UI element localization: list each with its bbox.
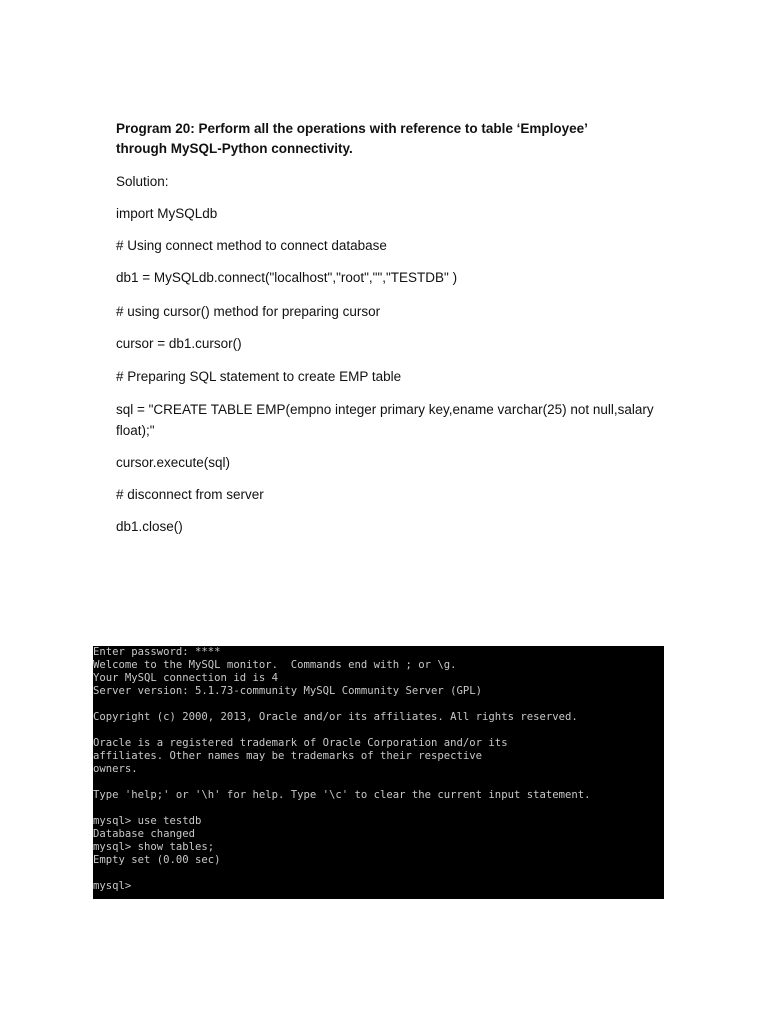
console-line: Oracle is a registered trademark of Oracle Corporation and/or its — [93, 737, 508, 749]
code-line-connect: db1 = MySQLdb.connect("localhost","root","","TESTDB" ) — [116, 270, 458, 285]
console-line: mysql> show tables; — [93, 841, 215, 853]
console-line: Database changed — [93, 828, 196, 840]
code-line-close: db1.close() — [116, 519, 183, 534]
console-line: affiliates. Other names may be trademarks of their respective — [93, 750, 483, 762]
code-line-import: import MySQLdb — [116, 206, 218, 221]
console-line: Your MySQL connection id is 4 — [93, 672, 278, 684]
code-comment-disconnect: # disconnect from server — [116, 487, 264, 502]
console-line: Server version: 5.1.73-community MySQL Community Server (GPL) — [93, 685, 483, 697]
code-comment-cursor: # using cursor() method for preparing cursor — [116, 304, 381, 319]
mysql-console-screenshot — [93, 646, 664, 899]
program-title-line-1: Program 20: Perform all the operations with reference to table ‘Employee’ — [116, 121, 588, 136]
console-line: Enter password: **** — [93, 646, 221, 658]
console-line: owners. — [93, 763, 138, 775]
console-line: Welcome to the MySQL monitor. Commands end with ; or \g. — [93, 659, 457, 671]
console-prompt: mysql> — [93, 880, 132, 892]
console-line: Type 'help;' or '\h' for help. Type '\c' to clear the current input statement. — [93, 789, 591, 801]
console-line: Empty set (0.00 sec) — [93, 854, 221, 866]
program-title-line-2: through MySQL-Python connectivity. — [116, 141, 353, 156]
code-comment-connect: # Using connect method to connect database — [116, 238, 387, 253]
console-line: Copyright (c) 2000, 2013, Oracle and/or its affiliates. All rights reserved. — [93, 711, 578, 723]
console-line: mysql> use testdb — [93, 815, 202, 827]
program-title — [116, 119, 676, 159]
solution-label: Solution: — [116, 174, 169, 189]
code-line-sql: sql = "CREATE TABLE EMP(empno integer primary key,ename varchar(25) not null,salary float);" — [116, 402, 654, 438]
code-line-cursor: cursor = db1.cursor() — [116, 336, 242, 351]
code-comment-sql: # Preparing SQL statement to create EMP table — [116, 369, 402, 384]
code-line-execute: cursor.execute(sql) — [116, 455, 231, 470]
